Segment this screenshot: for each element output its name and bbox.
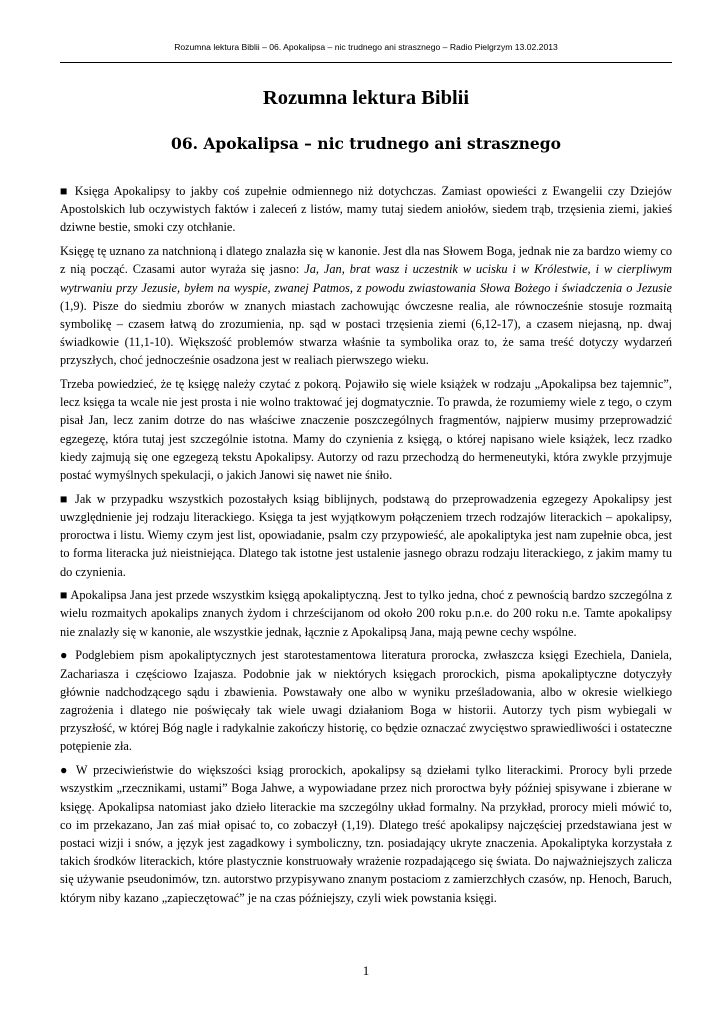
paragraph-text: ■ Księga Apokalipsy to jakby coś zupełnie odmiennego niż dotychczas. Zamiast opowieści z Ewangelii czy Dziejów Apostolskich lub oczywistych faktów i zaleceń z listów, mamy tutaj siedem aniołów, siedem trąb, trzęsienia ziemi, jakieś dziwne bestie, smoki czy otchłanie. xyxy=(60,184,672,235)
paragraph xyxy=(60,242,672,369)
paragraph xyxy=(60,490,672,581)
paragraph-text: Księgę tę uznano za natchnioną i dlatego znalazła się w kanonie. Jest dla nas Słowem Boga, jednak nie za bardzo wiemy co z nią począć. Czasami autor wyraża się jasno: xyxy=(60,244,672,277)
paragraph xyxy=(60,761,672,907)
quotation-text: Ja, Jan, brat wasz i uczestnik w ucisku i w Królestwie, i w cierpliwym wytrwaniu przy Jezusie, byłem na wyspie, zwanej Patmos, z powodu zwiastowania Słowa Bożego i świadczenia o Jezusie xyxy=(60,262,673,295)
document-title: Rozumna lektura Biblii xyxy=(262,87,470,109)
paragraph-text: (1,9). Pisze do siedmiu zborów w znanych miastach zachowując ówczesne realia, ale równocześnie stosuje rozmaitą symbolikę – czasem łatwą do zrozumienia, np. sąd w postaci trzęsienia ziemi (6,12-17), a czasem niejasną, np. dwaj świadkowie (11,1-10). Większość problemów stwarza właśnie ta symbolika oraz to, że sama treść dotyczy wydarzeń przyszłych, choć jednocześnie osadzona jest w realiach pierwszego wieku. xyxy=(60,298,672,368)
running-header: Rozumna lektura Biblii – 06. Apokalipsa – nic trudnego ani strasznego – Radio Pielgrzym 13.02.2013 xyxy=(174,42,558,52)
paragraph-text: ■ Jak w przypadku wszystkich pozostałych ksiąg biblijnych, podstawą do przeprowadzenia egzegezy Apokalipsy jest uwzględnienie jej rodzaju literackiego. Księga ta jest wyjątkowym połączeniem trzech rodzajów literackich – apokalipsy, proroctwa i listu. Wiemy czym jest list, opowiadanie, psalm czy przypowieść, ale apokaliptyka jest nam zupełnie obca, jest to forma literacka już nieistniejąca. Dlatego tak istotne jest ustalenie jasnego obrazu rodzaju literackiego, z jakim mamy tu do czynienia. xyxy=(60,491,672,579)
document-subtitle: 06. Apokalipsa – nic trudnego ani strasznego xyxy=(171,134,561,153)
paragraph xyxy=(60,375,672,484)
paragraph xyxy=(60,182,672,237)
paragraph-text: ● Podglebiem pism apokaliptycznych jest starotestamentowa literatura prorocka, zwłaszcza księgi Ezechiela, Daniela, Zachariasza i częściowo Izajasza. Podobnie jak w niektórych księgach prorockich, pisma apokaliptyczne dotyczyły głównie nadchodzącego sądu i zbawienia. Powstawały one albo w wyniku prześladowania, albo w okresie wielkiego zagrożenia i dlatego nie poświęcały tak wiele uwagi działaniom Boga w historii. Autorzy tych pism wybiegali w przyszłość, w której Bóg nagle i radykalnie zakończy historię, co będzie oznaczać zwycięstwo sprawiedliwości i ostateczne potępienie zła. xyxy=(60,648,672,754)
paragraph-text: Trzeba powiedzieć, że tę księgę należy czytać z pokorą. Pojawiło się wiele książek w rodzaju „Apokalipsa bez tajemnic”, lecz księga ta wcale nie jest prosta i nie wolno traktować jej dogmatycznie. To prawda, że rozumiemy wiele z tego, o czym pisał Jan, lecz zanim dotrze do nas właściwe znaczenie poszczególnych fragmentów, najpierw musimy przeprowadzić egzegezę, która tutaj jest szczególnie istotna. Mamy do czynienia z księgą, o której napisano wiele książek, lecz rzadko kiedy zajmują się one egzegezą tekstu Apokalipsy. Autorzy od razu przechodzą do hermeneutyki, która zwykle przyjmuje postać wymyślnych spekulacji, o jakich Janowi się nawet nie śniło. xyxy=(60,377,672,483)
paragraph xyxy=(60,646,672,755)
paragraph-text: ■ Apokalipsa Jana jest przede wszystkim księgą apokaliptyczną. Jest to tylko jedna, choć z pewnością bardzo szczególna z wielu rozmaitych apokalips znanych żydom i chrześcijanom od około 200 roku p.n.e. do 200 roku n.e. Tamte apokalipsy nie znalazły się w kanonie, ale wszystkie jednak, łącznie z Apokalipsą Jana, mają pewne cechy wspólne. xyxy=(60,588,672,639)
body-text xyxy=(60,182,672,912)
page-number: 1 xyxy=(362,963,370,978)
paragraph xyxy=(60,586,672,641)
paragraph-text: ● W przeciwieństwie do większości ksiąg prorockich, apokalipsy są dziełami tylko literackimi. Prorocy byli przede wszystkim „rzecznikami, ustami” Boga Jahwe, a wypowiadane przez nich proroctwa były później spisywane i zbierane w księgę. Apokalipsa natomiast jako dzieło literackie ma szczególny układ formalny. Na przykład, prorocy mieli mówić to, co im przekazano, Jan zaś miał opisać to, co zobaczył (1,19). Dlatego treść apokalipsy najczęściej przedstawiana jest w postaci wizji i snów, a język jest zagadkowy i symboliczny, tzn. posiadający ukryte znaczenia. Apokaliptyka korzystała z takich środków literackich, które plastycznie konstruowały wrażenie rozpadającego się świata. Do najważniejszych zalicza się używanie pseudonimów, tzn. autorstwo przypisywano znanym postaciom z zamierzchłych czasów, np. Henoch, Baruch, którym niby kazano „zapieczętować” je na czas późniejszy, czyli wiek powstania księgi. xyxy=(60,763,672,905)
header-divider xyxy=(60,62,672,63)
